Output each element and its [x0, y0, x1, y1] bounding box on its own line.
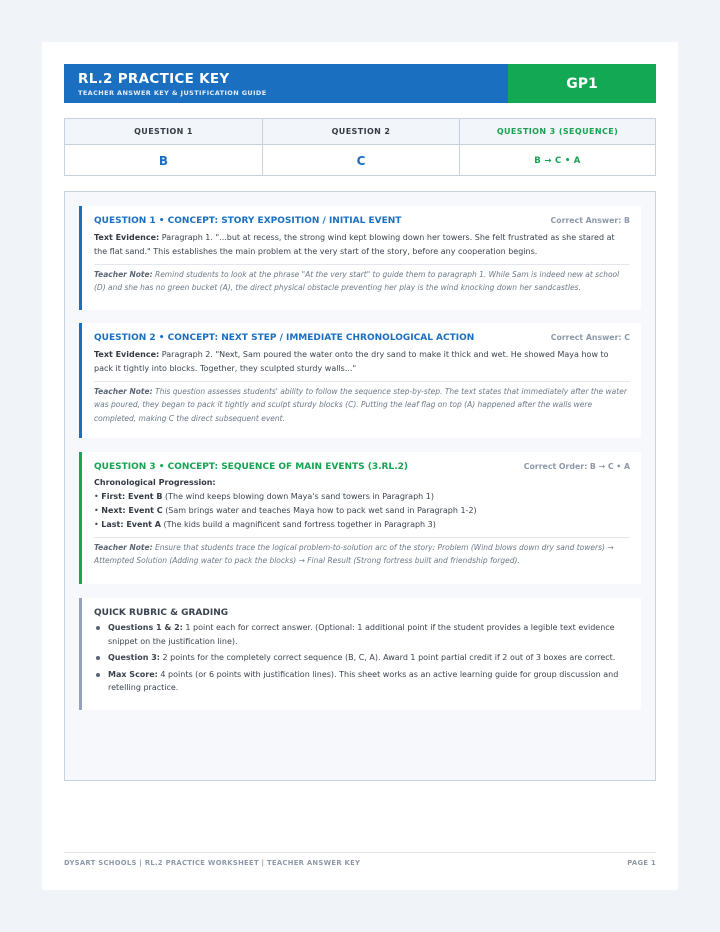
question-1-title: QUESTION 1 • CONCEPT: STORY EXPOSITION / INITIAL EVENT [94, 216, 402, 226]
evidence-label: Text Evidence: [94, 233, 160, 242]
rubric-item-label: Max Score: [108, 669, 158, 679]
teacher-note-text: This question assesses students' ability to follow the sequence step-by-step. The text states that immediately after the water was poured, they began to pack it tightly and sculpt sturdy blocks (C). Putting the leaf flag on top (A) happened after the walls were completed, making C the direct subsequent event. [94, 387, 627, 423]
question-3-card [79, 452, 641, 584]
rubric-item [94, 651, 630, 665]
question-2-teacher-note [94, 381, 630, 425]
rubric-list [94, 621, 630, 695]
step-text: (The wind keeps blowing down Maya's sand towers in Paragraph 1) [165, 492, 434, 501]
rubric-item [94, 621, 630, 648]
footer-source: DYSART SCHOOLS | RL.2 PRACTICE WORKSHEET | TEACHER ANSWER KEY [64, 859, 361, 867]
question-1-teacher-note [94, 264, 630, 295]
evidence-text: Paragraph 1. "...but at recess, the strong wind kept blowing down her towers. She felt frustrated as she stared at the flat sand." This establishes the main problem at the very start of the story, before any cooperation begins. [94, 233, 615, 256]
evidence-text: Paragraph 2. "Next, Sam poured the water onto the dry sand to make it thick and wet. He showed Maya how to pack it tightly into blocks. Together, they sculpted sturdy walls..." [94, 350, 609, 373]
justification-panel [64, 191, 656, 781]
question-2-answer: Correct Answer: C [550, 333, 630, 342]
answer-value-q2: C [262, 145, 459, 176]
question-2-evidence [94, 348, 630, 376]
answer-header-q2: QUESTION 2 [262, 119, 459, 145]
question-2-card [79, 323, 641, 438]
page-subtitle: TEACHER ANSWER KEY & JUSTIFICATION GUIDE [78, 89, 267, 97]
header-title-block [64, 64, 508, 103]
answer-summary-table [64, 118, 656, 176]
rubric-title: QUICK RUBRIC & GRADING [94, 608, 229, 618]
question-2-title: QUESTION 2 • CONCEPT: NEXT STEP / IMMEDIATE CHRONOLOGICAL ACTION [94, 333, 475, 343]
teacher-note-label: Teacher Note: [94, 387, 153, 396]
evidence-label: Text Evidence: [94, 350, 160, 359]
question-3-answer: Correct Order: B → C • A [523, 462, 630, 471]
answer-header-q3: QUESTION 3 (SEQUENCE) [459, 119, 655, 145]
teacher-note-text: Ensure that students trace the logical problem-to-solution arc of the story: Problem (Wind blows down dry sand towers) → Attempted Solution (Adding water to pack the blocks) → Final Result (Strong fortress built and friendship forged). [94, 543, 614, 566]
progression-label: Chronological Progression: [94, 478, 216, 487]
rubric-item [94, 668, 630, 695]
step-text: (Sam brings water and teaches Maya how to pack wet sand in Paragraph 1-2) [165, 506, 477, 515]
step-label: First: Event B [101, 492, 163, 501]
step-label: Last: Event A [101, 520, 161, 529]
page-footer [64, 852, 656, 867]
step-label: Next: Event C [101, 506, 163, 515]
answer-value-q1: B [158, 153, 169, 168]
rubric-item-label: Questions 1 & 2: [108, 623, 183, 632]
rubric-item-label: Question 3: [108, 653, 160, 663]
question-3-title: QUESTION 3 • CONCEPT: SEQUENCE OF MAIN EVENTS (3.RL.2) [94, 462, 409, 472]
step-text: (The kids build a magnificent sand fortress together in Paragraph 3) [163, 520, 436, 529]
worksheet-page [42, 42, 678, 890]
page-title: RL.2 PRACTICE KEY [78, 71, 230, 87]
answer-header-q1: QUESTION 1 [65, 119, 262, 145]
chronological-progression: Chronological Progression: • First: Event B (The wind keeps blowing down Maya's sand towers in Paragraph 1) • Next: Event C (Sam brings water and teaches Maya how to pack wet sand in Paragraph 1-2) • Last: Event A (The kids build a magnificent sand fortress together in Paragraph 3) [94, 478, 477, 529]
rubric-item-text: 2 points for the completely correct sequence (B, C, A). Award 1 point partial credit if 2 out of 3 boxes are correct. [162, 653, 616, 663]
question-1-card [79, 206, 641, 310]
answer-value-q3: B → C • A [459, 145, 655, 176]
level-badge: GP1 [508, 64, 656, 103]
teacher-note-label: Teacher Note: [94, 543, 153, 552]
teacher-note-label: Teacher Note: [94, 270, 153, 279]
header-banner [64, 64, 656, 103]
question-3-teacher-note [94, 537, 630, 568]
page-number: PAGE 1 [627, 859, 656, 867]
teacher-note-text: Remind students to look at the phrase "At the very start" to guide them to paragraph 1. While Sam is indeed new at school (D) and she has no green bucket (A), the direct physical obstacle preventing her play is the wind knocking down her sandcastles. [94, 270, 620, 293]
rubric-item-text: 1 point each for correct answer. (Optional: 1 additional point if the student provides a legible text evidence snippet on the justification line). [108, 623, 615, 646]
question-1-answer: Correct Answer: B [550, 216, 630, 225]
rubric-card [79, 598, 641, 710]
question-1-evidence [94, 231, 630, 259]
rubric-item-text: 4 points (or 6 points with justification lines). This sheet works as an active learning guide for group discussion and retelling practice. [108, 669, 619, 693]
